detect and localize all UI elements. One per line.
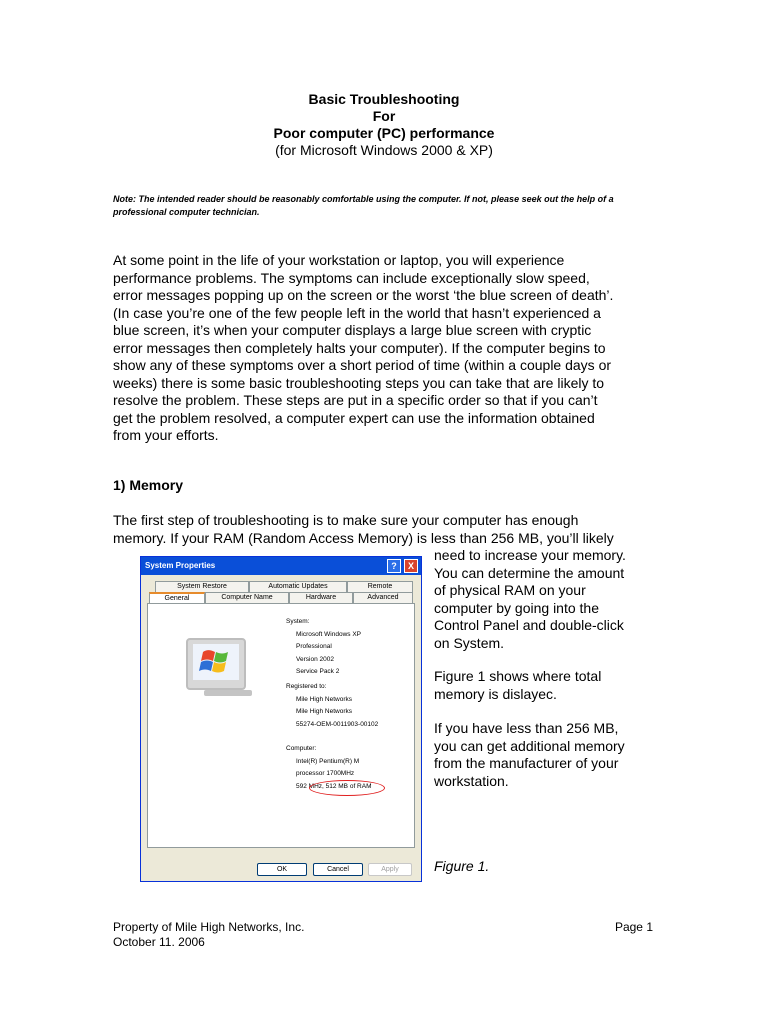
side-line: Figure 1 shows where total [434,668,602,684]
side-line: Control Panel and double-click [434,617,624,633]
tab-system-restore: System Restore [155,581,249,592]
help-icon: ? [387,559,401,573]
tab-computer-name: Computer Name [205,592,289,603]
general-tab-panel [147,603,415,848]
system-value: Version 2002 [296,655,334,663]
memory-line: memory. If your RAM (Random Access Memory) is less than 256 MB, you’ll likely [113,529,614,546]
close-icon: X [404,559,418,573]
figure-caption: Figure 1. [434,858,490,874]
side-line: workstation. [434,772,509,789]
registered-value: Mile High Networks [296,695,352,703]
intro-line: error messages then completely halts your computer). If the computer begins to [113,339,606,356]
memory-advice-text [434,720,664,790]
tab-hardware: Hardware [289,592,353,603]
registered-label: Registered to: [286,683,327,690]
monitor-screen [193,644,239,680]
ram-highlight-circle [309,780,385,796]
intro-line: from your efforts. [113,427,219,443]
footer-date: October 11. 2006 [113,935,205,949]
system-value: Microsoft Windows XP [296,630,362,638]
doc-title-line2: For [372,108,396,124]
registered-value: Mile High Networks [296,708,352,715]
intro-line: error messages popping up on the screen or the worst ‘the blue screen of death’. [113,287,614,303]
tab-remote: Remote [347,581,413,592]
registered-info [286,681,378,731]
side-line: of physical RAM on your [434,582,586,598]
ok-button: OK [257,863,307,876]
intro-line: performance problems. The symptoms can include exceptionally slow speed, [113,269,590,286]
tab-advanced: Advanced [353,592,413,603]
side-line: If you have less than 256 MB, [434,720,619,736]
memory-paragraph [113,512,614,547]
doc-title-line1: Basic Troubleshooting [308,91,460,107]
intro-line: get the problem resolved, a computer expert can use the information obtained [113,409,595,426]
intro-line: blue screen, it’s when your computer displays a large blue screen with cryptic [113,322,592,338]
computer-label: Computer: [286,745,317,752]
side-line: from the manufacturer of your [434,755,619,771]
system-properties-figure [140,556,422,882]
dialog-title: System Properties [145,561,216,570]
side-line: computer by going into the [434,599,599,616]
doc-subtitle: (for Microsoft Windows 2000 & XP) [275,142,493,158]
figure-reference-text [434,668,664,703]
intro-line: show any of these symptoms over a short period of time (within a couple days or [113,357,612,373]
system-value: Professional [296,643,332,650]
system-label: System: [286,618,310,625]
windows-xp-monitor-icon [186,638,246,690]
tab-general: General [149,592,205,603]
side-line: need to increase your memory. [434,547,626,563]
reader-note: Note: The intended reader should be reasonably comfortable using the computer. If not, please seek out the help of a professional computer technician. [113,194,614,217]
side-line: you can get additional memory [434,737,625,754]
system-info [286,616,361,679]
footer-company: Property of Mile High Networks, Inc. [113,920,305,934]
doc-title-line3: Poor computer (PC) performance [273,125,495,141]
intro-line: resolve the problem. These steps are put in a specific order so that if you can’t [113,392,598,408]
side-line: You can determine the amount [434,564,625,581]
windows-logo-icon [193,644,239,680]
side-line: memory is dislayec. [434,685,557,702]
monitor-stand [204,690,252,696]
ram-value: 592 MHz, 512 MB of RAM [296,782,372,790]
cancel-button: Cancel [313,863,363,876]
intro-line: At some point in the life of your workstation or laptop, you will experience [113,252,565,268]
dialog-titlebar [141,557,421,575]
intro-line: weeks) there is some basic troubleshooting steps you can take that are likely to [113,374,605,391]
memory-line: The first step of troubleshooting is to make sure your computer has enough [113,512,579,528]
footer-page-number: Page 1 [614,920,653,934]
computer-value: processor 1700MHz [296,770,355,777]
section-heading-memory: 1) Memory [113,477,184,493]
tab-automatic-updates: Automatic Updates [249,581,347,592]
memory-side-text [434,547,664,652]
computer-value: Intel(R) Pentium(R) M [296,757,360,765]
side-line: on System. [434,634,505,651]
apply-button: Apply [368,863,412,876]
intro-line: (In case you’re one of the few people left in the world that hasn’t experienced a [113,304,601,321]
registered-value: 55274-OEM-0011903-00102 [296,720,379,728]
system-value: Service Pack 2 [296,668,340,675]
intro-paragraph [113,252,613,445]
